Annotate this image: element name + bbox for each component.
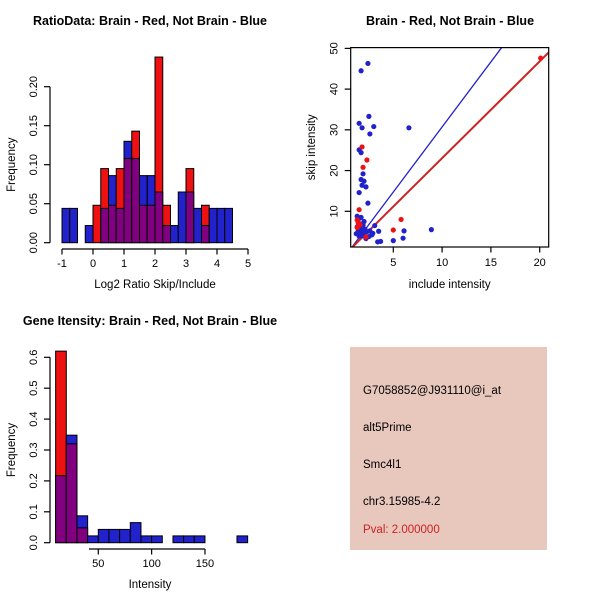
svg-text:0.10: 0.10 <box>28 153 40 176</box>
svg-text:40: 40 <box>328 82 341 96</box>
gene-intensity-histogram-panel <box>0 300 300 600</box>
svg-text:1: 1 <box>120 258 128 270</box>
svg-text:0.2: 0.2 <box>28 473 40 489</box>
svg-text:10: 10 <box>328 205 341 218</box>
svg-text:50: 50 <box>328 42 341 55</box>
probe-id-text: G7058852@J931110@i_at <box>363 385 502 397</box>
svg-text:include intensity: include intensity <box>408 279 491 291</box>
svg-text:skip intensity: skip intensity <box>306 114 318 181</box>
svg-text:-1: -1 <box>57 258 67 270</box>
svg-text:0.0: 0.0 <box>28 535 40 551</box>
gene-name-text: Smc4l1 <box>363 459 402 471</box>
svg-text:0.4: 0.4 <box>28 411 40 427</box>
gene-intensity-histogram-title: Gene Itensity: Brain - Red, Not Brain - Blue <box>22 314 278 328</box>
pval-text: Pval: 2.000000 <box>363 524 440 536</box>
svg-text:0.6: 0.6 <box>28 349 40 365</box>
svg-text:0.15: 0.15 <box>28 114 40 137</box>
ratio-histogram-plot <box>0 0 300 300</box>
ratio-histogram-panel <box>0 0 300 300</box>
svg-text:0.1: 0.1 <box>28 504 40 520</box>
svg-text:4: 4 <box>213 258 221 270</box>
svg-text:10: 10 <box>435 257 449 269</box>
splice-type-text: alt5Prime <box>363 422 412 434</box>
svg-text:Frequency: Frequency <box>6 422 18 478</box>
svg-text:5: 5 <box>244 258 252 270</box>
svg-text:2: 2 <box>151 258 159 270</box>
intensity-scatter-plot <box>300 0 600 300</box>
svg-text:0.05: 0.05 <box>28 192 40 215</box>
svg-text:5: 5 <box>390 257 397 269</box>
svg-text:Intensity: Intensity <box>128 579 172 591</box>
info-box <box>350 347 547 550</box>
info-panel <box>300 300 600 600</box>
svg-text:0.00: 0.00 <box>28 231 40 254</box>
svg-text:150: 150 <box>195 558 215 570</box>
svg-text:0.3: 0.3 <box>28 442 40 458</box>
svg-text:0.5: 0.5 <box>28 380 40 396</box>
svg-text:100: 100 <box>142 558 161 570</box>
svg-text:0.20: 0.20 <box>28 75 40 98</box>
intensity-scatter-panel <box>300 0 600 300</box>
svg-text:20: 20 <box>328 164 341 177</box>
intensity-scatter-title: Brain - Red, Not Brain - Blue <box>365 14 535 28</box>
svg-text:Frequency: Frequency <box>6 137 18 192</box>
svg-text:0: 0 <box>89 258 97 270</box>
svg-text:Log2 Ratio Skip/Include: Log2 Ratio Skip/Include <box>94 279 216 291</box>
svg-text:15: 15 <box>484 257 498 269</box>
svg-text:30: 30 <box>328 123 341 136</box>
svg-text:20: 20 <box>533 257 546 269</box>
ratio-histogram-title: RatioData: Brain - Red, Not Brain - Blue <box>32 14 268 28</box>
genome-location-text: chr3.15985-4.2 <box>363 496 441 508</box>
svg-text:3: 3 <box>182 258 190 270</box>
svg-text:50: 50 <box>92 558 105 570</box>
gene-intensity-histogram-plot <box>0 300 300 600</box>
